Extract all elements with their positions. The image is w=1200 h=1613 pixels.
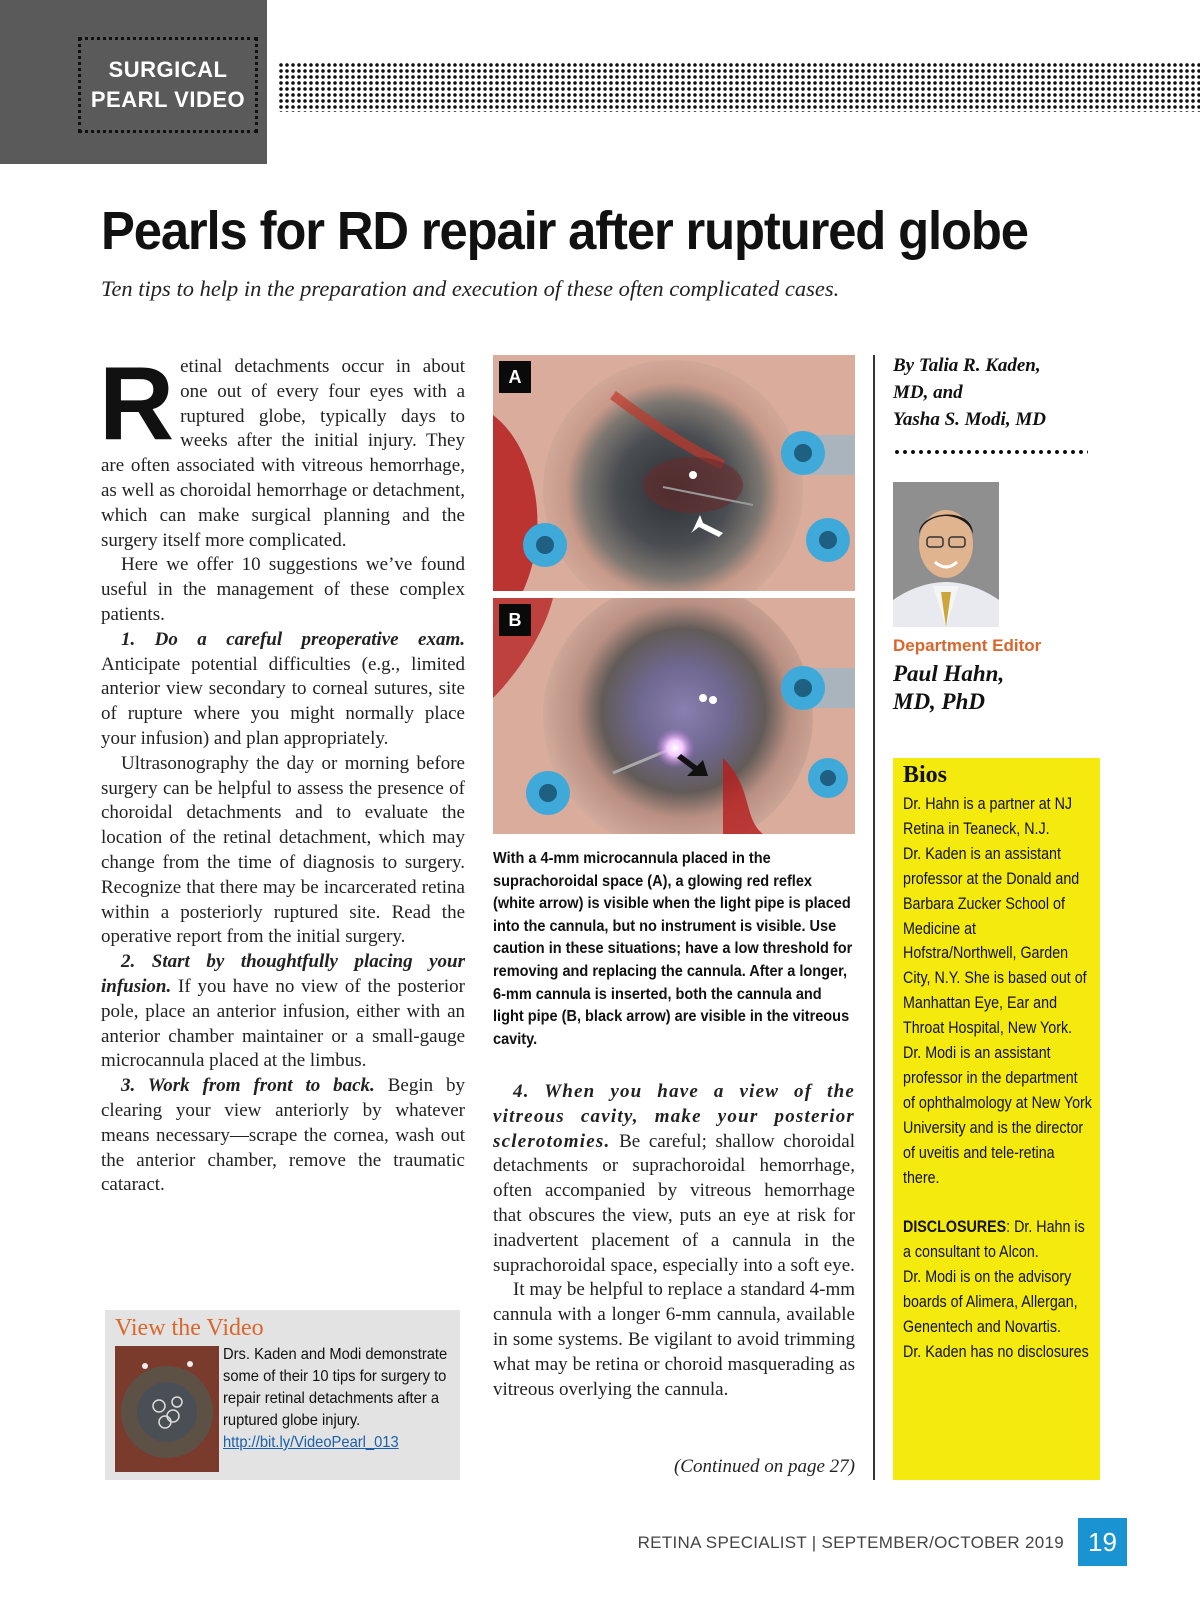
tip-4: 4. When you have a view of the vitreous cavity, make your posterior sclerotomies. Be careful; shallow choroidal detachments or suprachoroidal hemorrhage, often accompanied by vitreous hemorrhage that obscures the view, puts an eye at risk for inadvertent placement of a cannula in the suprachoroidal space, especially into a soft eye. (493, 1081, 855, 1276)
tip-1-heading: 1. Do a careful preoperative exam. (121, 628, 465, 650)
intro-paragraph: Retinal detachments occur in about one out of every four eyes with a ruptured globe, typically days to weeks after the initial injury. They are often associated with vitreous hemorrhage, as well as choroidal hemorrhage or detachment, which can make surgical planning and the surgery itself more complicated. (99, 346, 465, 551)
bio-kaden: Dr. Kaden is an assistant professor at the Donald and Barbara Zucker School of Medicine at Hofstra/Northwell, Garden City, N.Y. She is based out of Manhattan Eye, Ear and Throat Hospital, New York. (903, 843, 1087, 1038)
tip-1: 1. Do a careful preoperative exam. Anticipate potential difficulties (e.g., limited anterior view secondary to corneal sutures, site of rupture where you might normally place your infusion) and plan appropriately. (101, 628, 465, 749)
body-column-2 (493, 1080, 855, 1402)
bio-modi: Dr. Modi is an assistant professor in the department of ophthalmology at New York University and is the director of uveitis and tele-retina there. (903, 1043, 1092, 1187)
article-title: Pearls for RD repair after ruptured globe (101, 201, 1028, 261)
publication-footer: RETINA SPECIALIST | SEPTEMBER/OCTOBER 2019 (637, 1533, 1064, 1552)
editor-photo (893, 482, 999, 627)
tip-2: 2. Start by thoughtfully placing your infusion. If you have no view of the posterior pole, place an anterior infusion, either with an anterior chamber maintainer or a small-gauge microcannula placed at the limbus. (101, 951, 465, 1072)
disclosure-modi: Dr. Modi is on the advisory boards of Alimera, Allergan, Genentech and Novartis. (903, 1267, 1078, 1337)
bios-title: Bios (903, 762, 948, 788)
tip-2-heading: 2. Start by thoughtfully placing your infusion. (101, 951, 465, 997)
intro-paragraph-2: Here we offer 10 suggestions we’ve found useful in the management of these complex patients. (101, 554, 465, 625)
figure-caption: With a 4-mm microcannula placed in the suprachoroidal space (A), a glowing red reflex (white arrow) is visible when the light pipe is placed into the cannula, but no instrument is visible. Use caution in these situations; have a low threshold for removing and replacing the cannula. After a longer, 6-mm cannula is inserted, both the cannula and light pipe (B, black arrow) are visible in the vitreous cavity. (493, 850, 853, 1048)
tip-4-heading: 4. When you have a view of the vitreous cavity, make your posterior sclerotomies. (493, 1081, 855, 1152)
ultrasonography-paragraph: Ultrasonography the day or morning before surgery can be helpful to assess the presence of choroidal detachments and to evaluate the location of the retinal detachment, which may change from the time of diagnosis to surgery. Recognize that there may be incarcerated retina within a posteriorly ruptured site. Read the operative report from the initial surgery. (101, 752, 465, 948)
department-editor-label: Department Editor (893, 636, 1042, 655)
bios-body (903, 792, 1093, 1365)
section-tag-line2: PEARL VIDEO (90, 87, 246, 112)
figure-label-a: A (499, 361, 531, 393)
column-divider (873, 355, 875, 1480)
decorative-dot-band (278, 62, 1200, 112)
editor-name: Paul Hahn, MD, PhD (893, 661, 1005, 714)
section-tag-line1: SURGICAL (108, 57, 228, 82)
video-link[interactable]: http://bit.ly/VideoPearl_013 (223, 1434, 399, 1451)
body-column-1 (99, 346, 465, 1198)
byline-divider-dots (893, 448, 1088, 456)
figure-label-b: B (499, 604, 531, 636)
section-tag-label (78, 37, 258, 133)
article-subtitle: Ten tips to help in the preparation and execution of these often complicated cases. (101, 276, 840, 301)
bio-hahn: Dr. Hahn is a partner at NJ Retina in Teaneck, N.J. (903, 794, 1073, 838)
disclosures: DISCLOSURES: Dr. Hahn is a consultant to Alcon. (903, 1217, 1085, 1262)
figure-a-image (493, 355, 855, 591)
figure-b-image (493, 598, 855, 834)
author-byline: By Talia R. Kaden, MD, and Yasha S. Modi, MD (893, 355, 1046, 430)
disclosure-kaden: Dr. Kaden has no disclosures (903, 1341, 1089, 1361)
continued-note: (Continued on page 27) (673, 1456, 855, 1477)
video-description: Drs. Kaden and Modi demonstrate some of their 10 tips for surgery to repair retinal detachments after a ruptured globe injury. http://bit.ly/VideoPearl_013 (223, 1346, 448, 1451)
video-callout (105, 1310, 460, 1480)
video-thumbnail[interactable] (115, 1346, 219, 1472)
tip-3-heading: 3. Work from front to back. (121, 1075, 375, 1097)
section-tag (0, 0, 267, 164)
page-number: 19 (1078, 1518, 1127, 1566)
cannula-paragraph: It may be helpful to replace a standard 4-mm cannula with a longer 6-mm cannula, available in some systems. Be vigilant to avoid trimming what may be retina or choroid masquerading as vitreous overlying the cannula. (493, 1279, 855, 1400)
bios-box (893, 758, 1100, 1480)
tip-3: 3. Work from front to back. Begin by clearing your view anteriorly by whatever means necessary—scrape the cornea, wash out the anterior chamber, remove the traumatic cataract. (101, 1075, 465, 1196)
drop-cap: R (99, 346, 175, 462)
video-title: View the Video (115, 1315, 264, 1341)
